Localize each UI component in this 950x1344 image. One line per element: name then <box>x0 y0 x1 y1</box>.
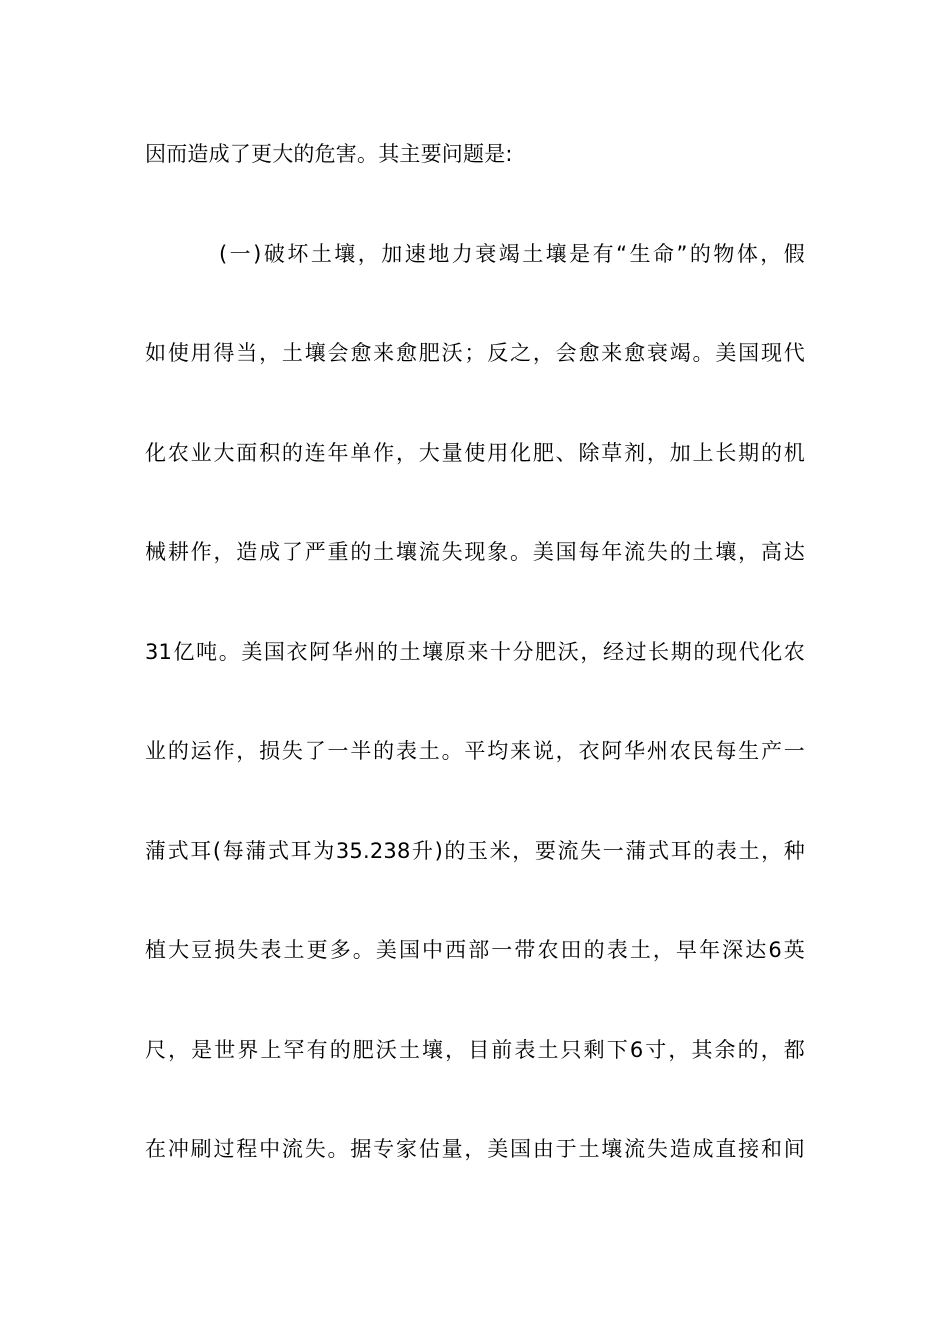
text-line-10: 尺，是世界上罕有的肥沃土壤，目前表土只剩下6寸，其余的，都 <box>145 1037 805 1062</box>
text-line-11: 在冲刷过程中流失。据专家估量，美国由于土壤流失造成直接和间 <box>145 1137 805 1161</box>
text-line-7: 业的运作，损失了一半的表土。平均来说，衣阿华州农民每生产一 <box>145 739 805 763</box>
text-line-4: 化农业大面积的连年单作，大量使用化肥、除草剂，加上长期的机 <box>145 440 805 465</box>
text-line-3: 如使用得当，土壤会愈来愈肥沃；反之，会愈来愈衰竭。美国现代 <box>145 341 805 365</box>
text-line-6: 31亿吨。美国衣阿华州的土壤原来十分肥沃，经过长期的现代化农 <box>145 639 805 664</box>
text-line-1: 因而造成了更大的危害。其主要问题是: <box>145 142 513 166</box>
text-line-8: 蒲式耳(每蒲式耳为35.238升)的玉米，要流失一蒲式耳的表土，种 <box>145 838 805 863</box>
body-text <box>145 132 805 1227</box>
text-line-9: 植大豆损失表土更多。美国中西部一带农田的表土，早年深达6英 <box>145 938 805 962</box>
text-line-5: 械耕作，造成了严重的土壤流失现象。美国每年流失的土壤，高达 <box>145 540 805 564</box>
text-line-2: (一)破坏土壤，加速地力衰竭土壤是有“生命”的物体，假 <box>219 241 805 266</box>
